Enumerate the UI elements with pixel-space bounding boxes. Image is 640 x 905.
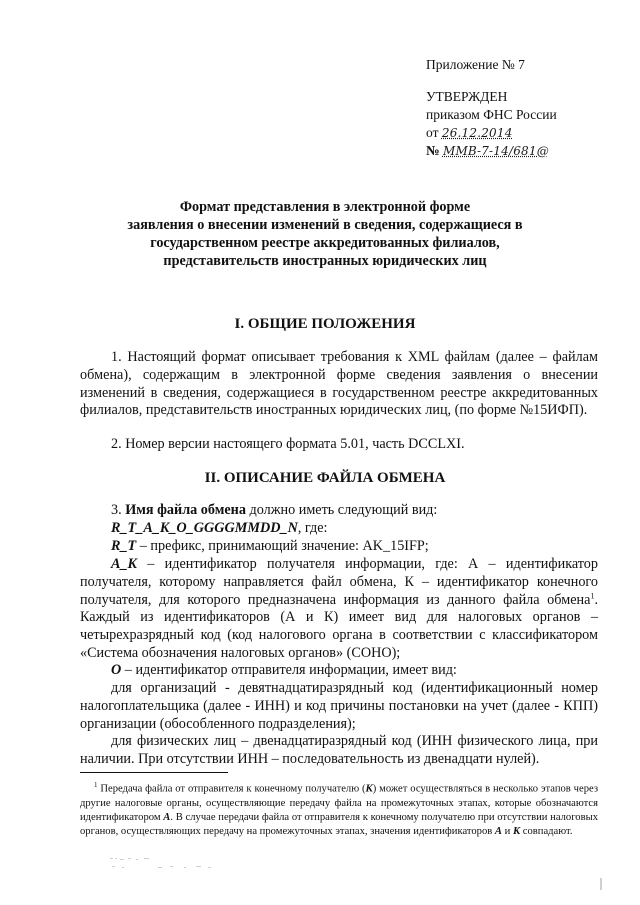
section-heading-general: I. ОБЩИЕ ПОЛОЖЕНИЯ xyxy=(234,316,416,332)
file-name-pattern: R_T_A_K_O_GGGGMMDD_N xyxy=(111,520,298,536)
footnote-k-term: К xyxy=(512,826,521,838)
footnote-k-term: К xyxy=(365,783,373,795)
order-date-line xyxy=(426,124,626,142)
scan-artifact xyxy=(110,856,230,872)
file-name-term: Имя файла обмена xyxy=(125,502,246,518)
footnote-reference[interactable]: 1 xyxy=(590,590,595,600)
pattern-suffix: , где: xyxy=(297,520,328,536)
individuals-rule: для физических лиц – двенадцатиразрядный код (ИНН физического лица, при наличии. При отсутствии ИНН – последовательность из двенадцати нулей). xyxy=(80,733,598,767)
footnote-text: Передача файла от отправителя к конечному получателю ( xyxy=(100,783,366,795)
paragraph-3-text: должно иметь следующий вид: xyxy=(249,502,438,518)
rt-description: – префикс, принимающий значение: AK_15IFP; xyxy=(139,538,429,554)
approval-block xyxy=(426,56,626,160)
rt-term: R_T xyxy=(111,538,137,554)
footnote-text: ) может осуществляться в несколько этапов через другие налоговые органы, осуществляющие передачу файла на промежуточных этапах, которые обозначаются идентификатором xyxy=(80,783,599,823)
title-line: Формат представления в электронной форме xyxy=(179,199,471,215)
o-term: O xyxy=(111,662,122,678)
number-prefix: № xyxy=(426,143,440,158)
ak-description: – идентификатор получателя информации, где: А – идентификатор получателя, которому направляется файл обмена, К – идентификатор конечного получателя, для которого предназначена информация из данного файла обмена xyxy=(80,556,598,608)
title-line: государственном реестре аккредитованных филиалов, xyxy=(150,235,500,251)
order-by-label: приказом ФНС России xyxy=(426,107,557,122)
footnote-divider xyxy=(80,772,228,773)
ak-term: A_K xyxy=(111,556,138,572)
ak-description-cont: . Каждый из идентификаторов (А и К) имеет вид для налоговых органов – четырехразрядный код (код налогового органа в соответствии с классификатором «Система обозначения налоговых органов» (СОНО); xyxy=(80,591,598,661)
order-number-handwritten: ММВ-7-14/681@ xyxy=(442,144,549,158)
order-date-handwritten: 26.12.2014 xyxy=(441,126,513,140)
scan-noise-icon xyxy=(110,856,230,872)
file-name-pattern-line xyxy=(80,520,598,538)
ak-definition xyxy=(80,556,598,663)
title-line: заявления о внесении изменений в сведения, содержащиеся в xyxy=(127,217,523,233)
footnote xyxy=(80,778,598,839)
footnote-text: совпадают. xyxy=(520,826,573,838)
document-title xyxy=(90,198,560,270)
paragraph-3 xyxy=(80,502,598,520)
rt-definition xyxy=(80,538,598,556)
footnote-text: . В случае передачи файла от отправителя к конечному получателю при отсутствии налоговых органов, осуществляющих передачу на промежуточных этапах, значения идентификаторов xyxy=(80,811,598,838)
o-description: – идентификатор отправителя информации, имеет вид: xyxy=(124,662,457,678)
date-prefix: от xyxy=(426,125,439,140)
title-line: представительств иностранных юридических лиц xyxy=(163,253,487,269)
paragraph-1: 1. Настоящий формат описывает требования к XML файлам (далее – файлам обмена), содержащим в электронной форме сведения заявления о внесении изменений в сведения, содержащиеся в государственном реестре аккредитованных филиалов, представительств иностранных юридических лиц, (по форме №15ИФП). xyxy=(80,349,598,419)
footnote-a-term: А xyxy=(163,811,171,823)
footnote-mark: 1 xyxy=(94,781,98,789)
organizations-rule: для организаций - девятнадцатиразрядный код (идентификационный номер налогоплательщика (далее - ИНН) и код причины постановки на учет (далее - КПП) организации (обособленного подразделения); xyxy=(80,680,598,732)
scan-edge-mark xyxy=(600,878,602,890)
section-heading-file-description: II. ОПИСАНИЕ ФАЙЛА ОБМЕНА xyxy=(204,470,446,486)
paragraph-3-number: 3. xyxy=(111,502,122,518)
appendix-number: Приложение № 7 xyxy=(426,57,525,72)
footnote-a-term: А xyxy=(494,826,502,838)
order-number-line xyxy=(426,142,626,160)
o-definition xyxy=(80,662,598,680)
paragraph-2: 2. Номер версии настоящего формата 5.01, часть DCCLXI. xyxy=(111,436,465,452)
approved-label: УТВЕРЖДЕН xyxy=(426,89,508,104)
footnote-text: и xyxy=(501,826,513,838)
